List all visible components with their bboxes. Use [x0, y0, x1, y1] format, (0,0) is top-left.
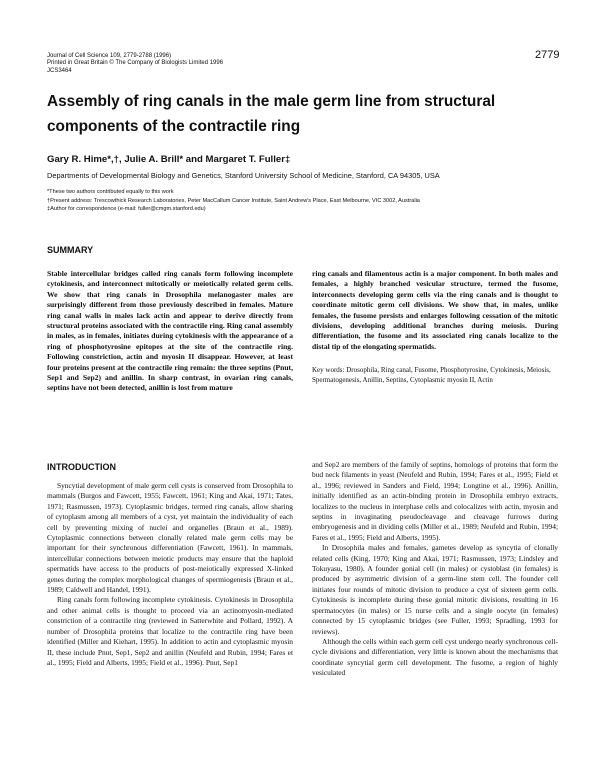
- intro-paragraph: Although the cells within each germ cell cyst undergo nearly synchronous cell-cycle divisions and differentiation, very little is known about the mechanisms that coordinate syncytial germ cell development. The fusome, a region of highly vesiculated: [312, 636, 558, 678]
- page-number: 2779: [535, 49, 560, 61]
- summary-text: Stable intercellular bridges called ring canals form following incomplete cytokinesis, and interconnect mitotically or meiotically related germ cells. We show that ring canals in Drosophila melanogaster males are surprisingly different from those previously described in females. Mature ring canal walls in males lack actin and appear to derive directly from structural proteins associated with the contractile ring. Ring canal assembly in males, as in females, initiates during cytokinesis with the appearance of a ring of phosphotyrosine epitopes at the site of the contractile ring. Following constriction, actin and myosin II disappear. However, at least four proteins present at the contractile ring remain: the three septins (Pnut, Sep1 and Sep2) and anillin. In sharp contrast, in ovarian ring canals, septins have not been detected, anillin is lost from mature: [47, 269, 293, 393]
- journal-line: JCS3464: [47, 67, 72, 74]
- keywords-text: Drosophila, Ring canal, Fusome, Phosphotyrosine, Cytokinesis, Meiosis, Spermatogenesis, Anillin, Septins, Cytoplasmic myosin II, Actin: [312, 366, 551, 385]
- summary-text: ring canals and filamentous actin is a major component. In both males and females, a highly branched vesicular structure, termed the fusome, interconnects developing germ cells via the ring canals and is thought to coordinate mitotic germ cell divisions. We show that, in males, unlike females, the fusome persists and enlarges following cessation of the mitotic divisions, developing additional branches during meiosis. During differentiation, the fusome and its associated ring canals localize to the distal tip of the elongating spermatids.: [312, 269, 558, 351]
- affiliation: Departments of Developmental Biology and Genetics, Stanford University School of Medicine, Stanford, CA 94305, USA: [47, 171, 440, 180]
- keywords: [312, 365, 558, 386]
- summary-heading: SUMMARY: [47, 245, 94, 255]
- introduction-heading: INTRODUCTION: [47, 462, 116, 472]
- intro-right-column: [312, 460, 558, 772]
- author-note: ‡Author for correspondence (e-mail: fuller@cmgm.stanford.edu): [47, 206, 206, 213]
- author-note: *These two authors contributed equally to this work: [47, 189, 174, 195]
- summary-left-column: [47, 269, 293, 394]
- journal-line: Printed in Great Britain © The Company of Biologists Limited 1996: [47, 60, 224, 67]
- intro-paragraph: In Drosophila males and females, gametes develop as syncytia of clonally related cells (King, 1970; King and Akai, 1971; Rasmussen, 1973; Lindsley and Tokuyasu, 1980). A founder gonial cell (in males) or cystoblast (in females) is produced by asymmetric division of a germ-line stem cell. The founder cell initiates four rounds of mitotic division to produce a cyst of sixteen germ cells. Cytokinesis is incomplete during these gonial mitotic divisions, resulting in 16 spermatocytes (in males) or 15 nurse cells and a single oocyte (in females) connected by 15 cytoplasmic bridges (see Fuller, 1993; Spradling, 1993 for reviews).: [312, 543, 558, 636]
- author-notes: [47, 188, 420, 214]
- author-note: †Present address: Trescowthick Research Laboratories, Peter MacCallum Cancer Institute, Saint Andrew's Place, East Melbourne, VIC 3002, Australia: [47, 197, 420, 204]
- paper-title: Assembly of ring canals in the male germ line from structural components of the contractile ring: [47, 93, 496, 135]
- journal-line: Journal of Cell Science 109, 2779-2788 (1996): [47, 53, 172, 59]
- keywords-label: Key words:: [312, 366, 345, 374]
- intro-paragraph: Ring canals form following incomplete cytokinesis. Cytokinesis in Drosophila and other animal cells is thought to proceed via an actinomyosin-mediated constriction of a contractile ring (reviewed in Satterwhite and Pollard, 1992). A number of Drosophila proteins that localize to the contractile ring have been identified (Miller and Kiehart, 1995). In addition to actin and cytoplasmic myosin II, these include Pnut, Sep1, Sep2 and anillin (Neufeld and Rubin, 1994; Fares et al., 1995; Field and Alberts, 1995; Field et al., 1996). Pnut, Sep1: [47, 595, 293, 667]
- intro-paragraph: and Sep2 are members of the family of septins, homologs of proteins that form the bud neck filaments in yeast (Neufeld and Rubin, 1994; Fares et al., 1995; Field et al., 1996; reviewed in Sanders and Field, 1994; Longtine et al., 1996). Anillin, initially identified as an actin-binding protein in Drosophila embryo extracts, localizes to the nucleus in interphase cells and colocalizes with actin, myosin and septins in invaginating pseudocleavage and cleavage furrows during embryogenesis and in dividing cells (Miller et al., 1989; Neufeld and Rubin, 1994; Fares et al., 1995; Field and Alberts, 1995).: [312, 460, 558, 542]
- journal-citation: [47, 53, 223, 75]
- intro-left-column: [47, 481, 293, 771]
- keywords-paragraph: [312, 365, 558, 386]
- summary-right-column: [312, 269, 558, 352]
- author-list: Gary R. Hime*,†, Julie A. Brill* and Margaret T. Fuller‡: [47, 154, 291, 165]
- intro-paragraph: Syncytial development of male germ cell cysts is conserved from Drosophila to mammals (Burgos and Fawcett, 1955; Fawcett, 1961; King and Akai, 1971; Tates, 1971; Rasmussen, 1973). Cytoplasmic bridges, termed ring canals, allow sharing of cytoplasm among all members of a cyst, yet maintain the individuality of each cell by preventing mixing of nuclei and organelles (Braun et al., 1989). Cytoplasmic connections between clonally related male germ cells may be important for their synchronous differentiation (Fawcett, 1961). In mammals, intercellular connections between meiotic products may ensure that the haploid spermatids have access to the products of post-meiotically expressed X-linked genes during the complex morphological changes of spermiogenesis (Braun et al., 1989; Caldwell and Handel, 1991).: [47, 481, 293, 595]
